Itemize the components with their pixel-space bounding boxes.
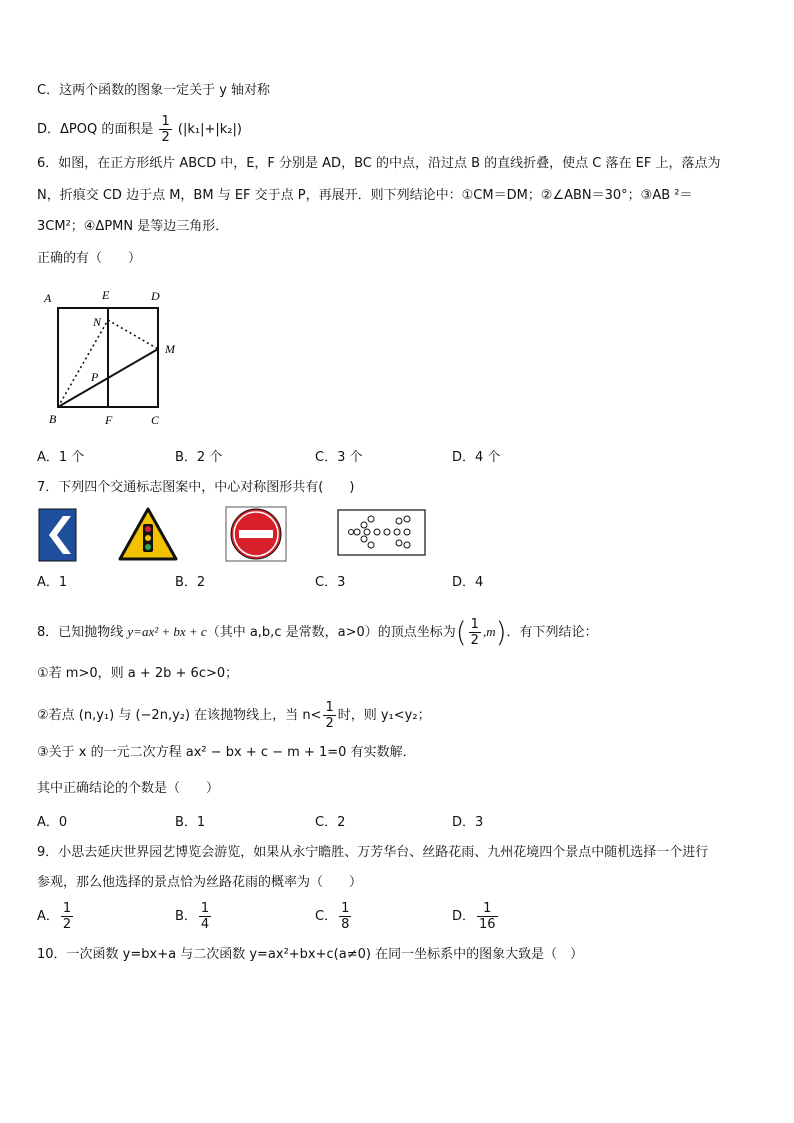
q5-option-d-tail: (|k₁|+|k₂|) xyxy=(177,122,242,137)
q6-square-figure xyxy=(36,282,196,432)
q8-stem-pre: 8．已知抛物线 xyxy=(37,625,128,640)
q7-option-c: C．3 xyxy=(315,575,346,590)
q5-option-d-fraction xyxy=(159,114,171,145)
fraction-numerator: 1 xyxy=(341,901,350,916)
label-p: P xyxy=(91,370,99,384)
fraction-numerator: 1 xyxy=(483,901,492,916)
q7-option-d: D．4 xyxy=(452,575,484,590)
q9-option-d xyxy=(452,901,500,932)
q8-prompt: 其中正确结论的个数是（ ） xyxy=(37,781,220,796)
fraction-denominator: 8 xyxy=(341,917,350,932)
q6-stem-line2: N，折痕交 CD 边于点 M，BM 与 EF 交于点 P，再展开．则下列结论中：①CM＝DM；②∠ABN＝30°；③AB ²＝ xyxy=(37,188,693,203)
label-d: D xyxy=(151,289,160,303)
fraction-denominator: 2 xyxy=(161,130,170,145)
segment-bn xyxy=(58,320,108,407)
fraction-numerator: 1 xyxy=(62,901,72,916)
label-c: C xyxy=(151,413,160,427)
no-entry-sign-icon xyxy=(225,506,287,562)
q8-vertex-m: ,m xyxy=(482,624,496,639)
label-n: N xyxy=(93,315,102,329)
q8-option-a: A．0 xyxy=(37,815,68,830)
label-m: M xyxy=(165,342,175,356)
q6-prompt: 正确的有（ ） xyxy=(37,251,142,266)
q6-stem-line1: 6．如图，在正方形纸片 ABCD 中，E，F 分别是 AD，BC 的中点，沿过点 B 的直线折叠，使点 C 落在 EF 上，落点为 xyxy=(37,156,721,171)
q10-stem: 10．一次函数 y=bx+a 与二次函数 y=ax²+bx+c(a≠0) 在同一坐标系中的图象大致是（ ） xyxy=(37,947,584,962)
q7-option-b: B．2 xyxy=(175,575,206,590)
q8-c2-pre: ②若点 (n,y₁) 与 (−2n,y₂) 在该抛物线上，当 n< xyxy=(37,708,322,723)
q9-option-a xyxy=(37,901,75,932)
q8-c2-fraction xyxy=(323,700,335,731)
fraction-denominator: 2 xyxy=(62,917,72,932)
q8-formula: y=ax² + bx + c xyxy=(127,624,207,639)
fraction-numerator: 1 xyxy=(470,617,479,632)
q8-conclusion-3: ③关于 x 的一元二次方程 ax² − bx + c − m + 1=0 有实数解． xyxy=(37,745,416,760)
fraction-denominator: 4 xyxy=(200,917,210,932)
traffic-light-sign-icon xyxy=(117,506,179,562)
turn-sign-icon xyxy=(38,508,78,562)
label-a: A xyxy=(44,291,52,305)
q7-option-a: A．1 xyxy=(37,575,68,590)
q8-c2-tail: 时，则 y₁<y₂； xyxy=(337,708,431,723)
q9-stem-line2: 参观，那么他选择的景点恰为丝路花雨的概率为（ ） xyxy=(37,875,363,890)
q9-option-b xyxy=(175,901,213,932)
fraction-numerator: 1 xyxy=(325,700,334,715)
q7-stem: 7．下列四个交通标志图案中，中心对称图形共有( ) xyxy=(37,480,355,495)
q8-option-c: C．2 xyxy=(315,815,346,830)
q9-option-c xyxy=(315,901,353,932)
label-e: E xyxy=(102,288,110,302)
fraction-numerator: 1 xyxy=(200,901,210,916)
q8-conclusion-1: ①若 m>0，则 a + 2b + 6c>0； xyxy=(37,666,239,681)
option-label: A． xyxy=(37,909,59,924)
q8-vertex-fraction xyxy=(469,617,481,648)
q9-stem-line1: 9．小思去延庆世界园艺博览会游览，如果从永宁瞻胜、万芳华台、丝路花雨、九州花境四个景点中随机选择一个进行 xyxy=(37,845,709,860)
q8-stem-mid: （其中 a,b,c 是常数，a>0）的顶点坐标为 xyxy=(206,625,456,640)
option-label: C． xyxy=(315,909,338,924)
q5-option-d-text: D．ΔPOQ 的面积是 xyxy=(37,122,154,137)
q8-stem: 8．已知抛物线 y=ax² + bx + c（其中 a,b,c 是常数，a>0）的顶点坐标为( $\frac{1}{2}$ ,m)．有下列结论： xyxy=(37,615,598,649)
q6-stem-line3: 3CM²；④ΔPMN 是等边三角形． xyxy=(37,219,229,234)
option-label: D． xyxy=(452,909,476,924)
q6-option-b: B．2 个 xyxy=(175,450,223,465)
q8-option-d: D．3 xyxy=(452,815,484,830)
fraction-denominator: 2 xyxy=(470,633,479,648)
fraction-denominator: 16 xyxy=(479,917,496,932)
segment-nm xyxy=(108,320,158,349)
q5-option-c: C．这两个函数的图象一定关于 y 轴对称 xyxy=(37,83,271,98)
label-f: F xyxy=(105,413,113,427)
q8-stem-tail: ．有下列结论： xyxy=(506,625,598,640)
fraction-denominator: 2 xyxy=(325,716,334,731)
option-label: B． xyxy=(175,909,197,924)
q6-option-a: A．1 个 xyxy=(37,450,85,465)
q6-option-c: C．3 个 xyxy=(315,450,363,465)
q5-option-d xyxy=(37,114,242,145)
q8-option-b: B．1 xyxy=(175,815,206,830)
q8-conclusion-2 xyxy=(37,700,431,731)
q6-option-d: D．4 个 xyxy=(452,450,501,465)
fraction-numerator: 1 xyxy=(161,114,170,129)
dot-arrow-sign-icon xyxy=(337,509,427,557)
label-b: B xyxy=(49,412,57,426)
